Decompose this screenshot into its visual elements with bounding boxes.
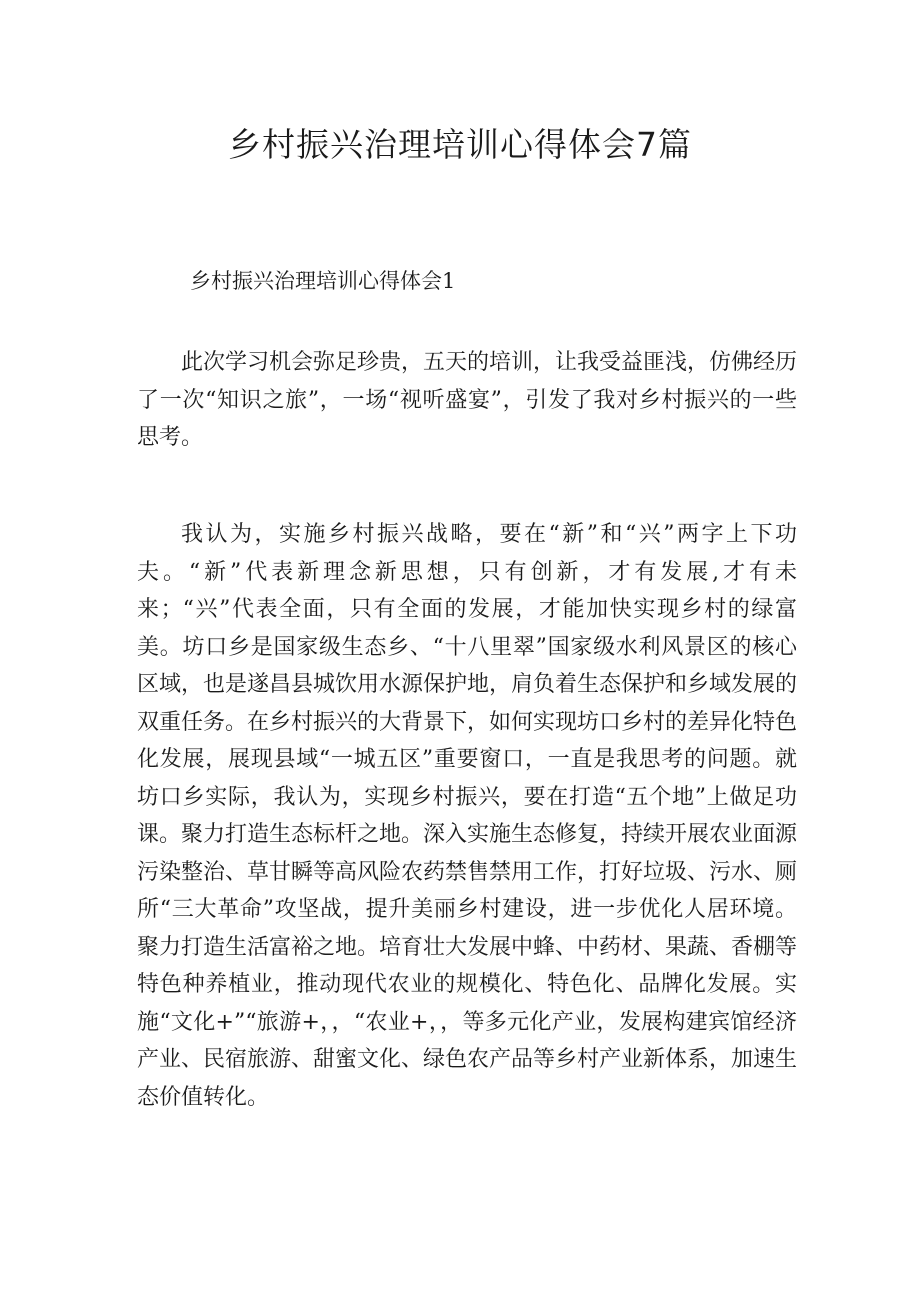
section-heading: 乡村振兴治理培训心得体会1 [190, 269, 456, 293]
document-title: 乡村振兴治理培训心得体会7篇 [228, 125, 692, 164]
body-paragraph: 我认为，实施乡村振兴战略，要在“新”和“兴”两字上下功夫。“新”代表新理念新思想，只有创新，才有发展,才有未来；“兴”代表全面，只有全面的发展，才能加快实现乡村的绿富美。坊口乡是国家级生态乡、“十八里翠”国家级水利风景区的核心区域，也是遂昌县城饮用水源保护地，肩负着生态保护和乡域发展的双重任务。在乡村振兴的大背景下，如何实现坊口乡村的差异化特色化发展，展现县域“一城五区”重要窗口，一直是我思考的问题。就坊口乡实际，我认为，实现乡村振兴，要在打造“五个地”上做足功课。聚力打造生态标杆之地。深入实施生态修复，持续开展农业面源污染整治、草甘瞬等高风险农药禁售禁用工作，打好垃圾、污水、厕所“三大革命”攻坚战，提升美丽乡村建设，进一步优化人居环境。聚力打造生活富裕之地。培育壮大发展中蜂、中药材、果蔬、香棚等特色种养植业，推动现代农业的规模化、特色化、品牌化发展。实施“文化+”“旅游+，，“农业+，，等多元化产业，发展构建宾馆经济产业、民宿旅游、甜蜜文化、绿色农产品等乡村产业新体系，加速生态价值转化。 [137, 522, 798, 1110]
body-paragraph: 此次学习机会弥足珍贵，五天的培训，让我受益匪浅，仿佛经历了一次“知识之旅”，一场“视听盛宴”，引发了我对乡村振兴的一些思考。 [137, 350, 798, 450]
